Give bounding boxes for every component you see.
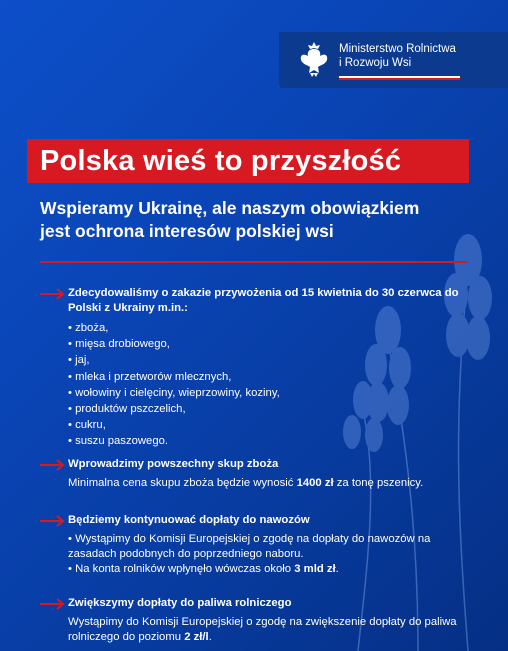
list-item: • cukru, — [68, 417, 480, 433]
red-arrow-icon — [40, 598, 66, 610]
ministry-name-line1: Ministerstwo Rolnictwa — [339, 43, 456, 55]
list-item: • mleka i przetworów mlecznych, — [68, 369, 480, 385]
list-item-text: . — [335, 563, 339, 575]
subtitle-line2: jest ochrona interesów polskiej wsi — [40, 221, 334, 241]
red-arrow-icon — [40, 288, 66, 300]
white-eagle-emblem-icon — [299, 40, 329, 78]
list-item: • produktów pszczelich, — [68, 401, 480, 417]
section-heading: Zdecydowaliśmy o zakazie przywożenia od 15 kwietnia do 30 czerwca do Polski z Ukrainy m.in.: — [68, 287, 459, 314]
subtitle — [40, 197, 470, 243]
body-text: . — [208, 631, 212, 643]
list-item: • jaj, — [68, 352, 480, 368]
price-value: 1400 zł — [296, 477, 334, 489]
fertilizer-list — [68, 532, 480, 577]
title-banner — [27, 139, 469, 183]
body-text: Minimalna cena skupu zboża będzie wynosić — [68, 477, 297, 489]
section-grain-purchase — [40, 457, 480, 491]
list-item: • wołowiny i cielęciny, wieprzowiny, koziny, — [68, 385, 480, 401]
red-arrow-icon — [40, 515, 66, 527]
body-text: za tonę pszenicy. — [333, 477, 424, 489]
flag-stripe — [339, 76, 460, 80]
section-heading: Zwiększymy dopłaty do paliwa rolniczego — [68, 597, 292, 609]
red-divider — [40, 261, 468, 263]
list-item: • Wystąpimy do Komisji Europejskiej o zgodę na dopłaty do nawozów na zasadach podobnych do poprzedniego naboru. — [68, 532, 480, 562]
section-import-ban — [40, 286, 480, 450]
list-item-text: Na konta rolników wpłynęło wówczas około — [75, 563, 295, 575]
section-body — [68, 615, 480, 645]
ministry-name — [339, 42, 456, 70]
fuel-rate-value: 2 zł/l — [184, 631, 209, 643]
ministry-logo-block — [279, 32, 508, 88]
section-fertilizer — [40, 513, 480, 577]
amount-value: 3 mld zł — [294, 563, 336, 575]
section-heading: Wprowadzimy powszechny skup zboża — [68, 458, 279, 470]
ministry-name-line2: i Rozwoju Wsi — [339, 57, 412, 69]
section-fuel — [40, 596, 480, 645]
list-item — [68, 562, 480, 577]
list-item: • suszu paszowego. — [68, 433, 480, 449]
list-item: • mięsa drobiowego, — [68, 336, 480, 352]
page-title: Polska wieś to przyszłość — [40, 144, 402, 177]
section-body — [68, 476, 480, 491]
subtitle-line1: Wspieramy Ukrainę, ale naszym obowiązkiem — [40, 198, 420, 218]
product-list — [68, 320, 480, 450]
red-arrow-icon — [40, 459, 66, 471]
body-text: Wystąpimy do Komisji Europejskiej o zgodę na zwiększenie dopłaty do paliwa rolniczego do poziomu — [68, 616, 457, 643]
list-item: • zboża, — [68, 320, 480, 336]
section-heading: Będziemy kontynuować dopłaty do nawozów — [68, 514, 310, 526]
